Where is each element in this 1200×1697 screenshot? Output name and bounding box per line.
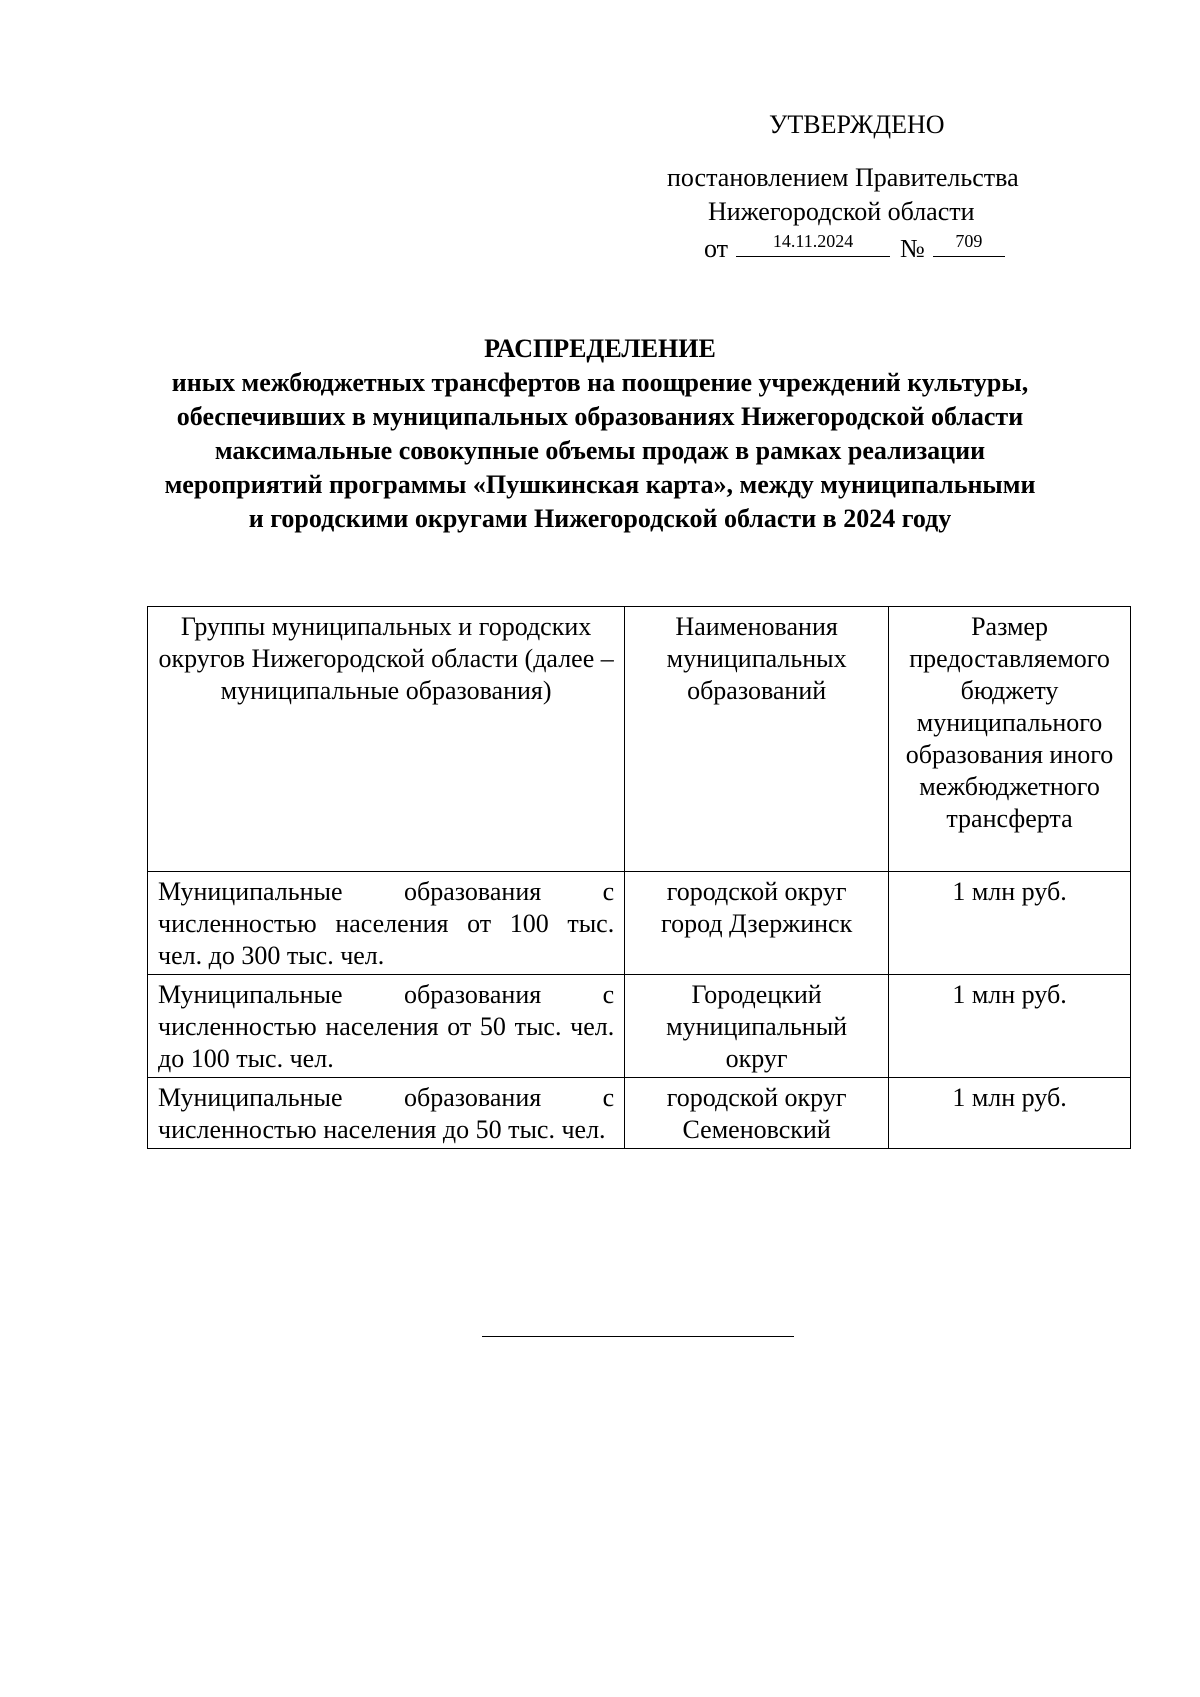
document-title [100,332,1100,536]
distribution-table [147,606,1131,1149]
header-name-cell: Наименования муниципальных образований [625,607,889,872]
municipality-name-cell: городской округ Семеновский [625,1078,889,1149]
municipality-name-cell: городской округ город Дзержинск [625,872,889,975]
approval-resolution-line: постановлением Правительства [667,163,1019,192]
title-line: обеспечивших в муниципальных образованиях Нижегородской области [176,402,1024,431]
approval-date-number-line [704,231,1005,263]
approved-label: УТВЕРЖДЕНО [769,110,945,139]
title-heading: РАСПРЕДЕЛЕНИЕ [484,334,716,363]
number-field [933,231,1005,257]
date-field [736,231,890,257]
table-row [148,872,1131,975]
header-group-cell: Группы муниципальных и городских округов Нижегородской области (далее – муниципальные образования) [148,607,625,872]
table-row [148,975,1131,1078]
title-line: и городскими округами Нижегородской области в 2024 году [248,504,952,533]
end-of-document-rule [482,1336,794,1337]
group-cell: Муниципальные образования с численностью населения от 50 тыс. чел. до 100 тыс. чел. [148,975,625,1078]
title-line: максимальные совокупные объемы продаж в рамках реализации [214,436,986,465]
number-sign: № [900,234,925,263]
approval-region-line: Нижегородской области [708,197,975,226]
title-line: мероприятий программы «Пушкинская карта», между муниципальными [164,470,1036,499]
group-cell: Муниципальные образования с численностью населения до 50 тыс. чел. [148,1078,625,1149]
header-size-cell: Размер предоставляемого бюджету муниципального образования иного межбюджетного трансферта [889,607,1131,872]
approval-number: 709 [955,231,983,251]
municipality-name-cell: Городецкий муниципальный округ [625,975,889,1078]
transfer-size-cell: 1 млн руб. [889,1078,1131,1149]
table-row [148,1078,1131,1149]
approval-date: 14.11.2024 [772,231,854,251]
group-cell: Муниципальные образования с численностью населения от 100 тыс. чел. до 300 тыс. чел. [148,872,625,975]
from-label: от [704,234,729,263]
title-line: иных межбюджетных трансфертов на поощрение учреждений культуры, [171,368,1029,397]
transfer-size-cell: 1 млн руб. [889,975,1131,1078]
table-header-row [148,607,1131,872]
transfer-size-cell: 1 млн руб. [889,872,1131,975]
